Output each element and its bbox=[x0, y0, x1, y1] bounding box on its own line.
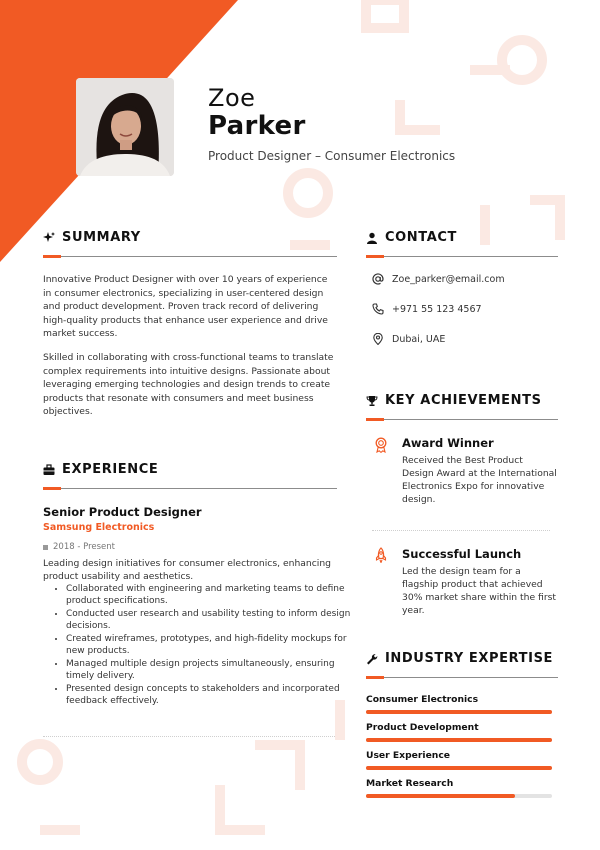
skill-label-3: User Experience bbox=[366, 750, 451, 761]
expertise-heading-label: INDUSTRY EXPERTISE bbox=[385, 651, 554, 666]
contact-phone[interactable] bbox=[372, 303, 482, 315]
skill-bar-1 bbox=[366, 710, 552, 714]
company-name: Samsung Electronics bbox=[43, 522, 155, 533]
trophy-icon bbox=[366, 395, 378, 407]
summary-accent bbox=[43, 255, 61, 258]
experience-divider bbox=[43, 488, 337, 489]
skill-fill-1 bbox=[366, 710, 552, 714]
location-value: Dubai, UAE bbox=[392, 333, 446, 345]
achievements-accent bbox=[366, 418, 384, 421]
map-pin-icon bbox=[372, 333, 384, 345]
experience-accent bbox=[43, 487, 61, 490]
achievement-title-2: Successful Launch bbox=[402, 547, 522, 561]
job-title: Senior Product Designer bbox=[43, 505, 202, 519]
skill-label-4: Market Research bbox=[366, 778, 454, 789]
contact-email[interactable] bbox=[372, 273, 505, 285]
list-item: • Managed multiple design projects simultaneously, ensuring timely delivery. bbox=[66, 659, 356, 682]
sparkle-icon bbox=[43, 232, 55, 244]
calendar-icon bbox=[43, 545, 48, 550]
briefcase-icon bbox=[43, 464, 55, 476]
achievements-divider bbox=[366, 419, 558, 420]
skill-bar-2 bbox=[366, 738, 552, 742]
at-icon bbox=[372, 273, 384, 285]
skill-fill-2 bbox=[366, 738, 552, 742]
contact-heading bbox=[366, 230, 457, 245]
person-icon bbox=[366, 232, 378, 244]
achievements-heading bbox=[366, 393, 542, 408]
expertise-divider bbox=[366, 677, 558, 678]
last-name: Parker bbox=[208, 111, 306, 141]
job-title-headline: Product Designer – Consumer Electronics bbox=[208, 149, 456, 163]
list-item: • Presented design concepts to stakeholders and incorporated feedback effectively. bbox=[66, 684, 356, 707]
summary-divider bbox=[43, 256, 337, 257]
skill-label-1: Consumer Electronics bbox=[366, 694, 479, 705]
expertise-accent bbox=[366, 676, 384, 679]
list-item: • Conducted user research and usability testing to inform design decisions. bbox=[66, 609, 356, 632]
summary-paragraph-1: Innovative Product Designer with over 10 years of experience in consumer electronics, specializing in user-centered design and product development. Proven track record of delivering high-quality products that enhance user experience and drive market success. bbox=[43, 274, 328, 340]
skill-fill-3 bbox=[366, 766, 552, 770]
achievements-heading-label: KEY ACHIEVEMENTS bbox=[385, 393, 542, 408]
list-item: • Collaborated with engineering and marketing teams to define product specifications. bbox=[66, 584, 356, 607]
email-value[interactable]: Zoe_parker@email.com bbox=[392, 273, 505, 285]
experience-end-divider bbox=[43, 736, 335, 737]
phone-value[interactable]: +971 55 123 4567 bbox=[392, 303, 482, 315]
experience-heading bbox=[43, 462, 158, 477]
list-item: • Created wireframes, prototypes, and high-fidelity mockups for new products. bbox=[66, 634, 356, 657]
wrench-icon bbox=[366, 653, 378, 665]
achievement-desc-1: Received the Best Product Design Award at the International Electronics Expo for innovative design. bbox=[402, 455, 557, 505]
achievement-desc-2: Led the design team for a flagship product that achieved 30% market share within the first year. bbox=[402, 566, 556, 616]
achievement-title-1: Award Winner bbox=[402, 436, 494, 450]
rocket-icon bbox=[374, 547, 388, 563]
profile-photo bbox=[76, 78, 174, 176]
summary-heading bbox=[43, 230, 141, 245]
contact-heading-label: CONTACT bbox=[385, 230, 457, 245]
expertise-heading bbox=[366, 651, 553, 666]
skill-label-2: Product Development bbox=[366, 722, 479, 733]
achievement-divider bbox=[372, 530, 550, 531]
contact-location bbox=[372, 333, 445, 345]
medal-icon bbox=[374, 437, 388, 453]
job-dates bbox=[43, 542, 115, 552]
experience-heading-label: EXPERIENCE bbox=[62, 462, 159, 477]
contact-divider bbox=[366, 256, 558, 257]
contact-accent bbox=[366, 255, 384, 258]
summary-paragraph-2: Skilled in collaborating with cross-functional teams to translate complex requirements into intuitive designs. Passionate about leveraging emerging technologies and design trends to create products that resonate with consumers and meet business objectives. bbox=[43, 352, 334, 418]
job-bullets bbox=[52, 584, 356, 709]
skill-bar-4 bbox=[366, 794, 552, 798]
skill-fill-4 bbox=[366, 794, 515, 798]
summary-heading-label: SUMMARY bbox=[62, 230, 141, 245]
job-description: Leading design initiatives for consumer electronics, enhancing product usability and aesthetics. bbox=[43, 558, 331, 582]
first-name: Zoe bbox=[208, 84, 256, 112]
phone-icon bbox=[372, 303, 384, 315]
skill-bar-3 bbox=[366, 766, 552, 770]
job-dates-label: 2018 - Present bbox=[53, 542, 115, 552]
